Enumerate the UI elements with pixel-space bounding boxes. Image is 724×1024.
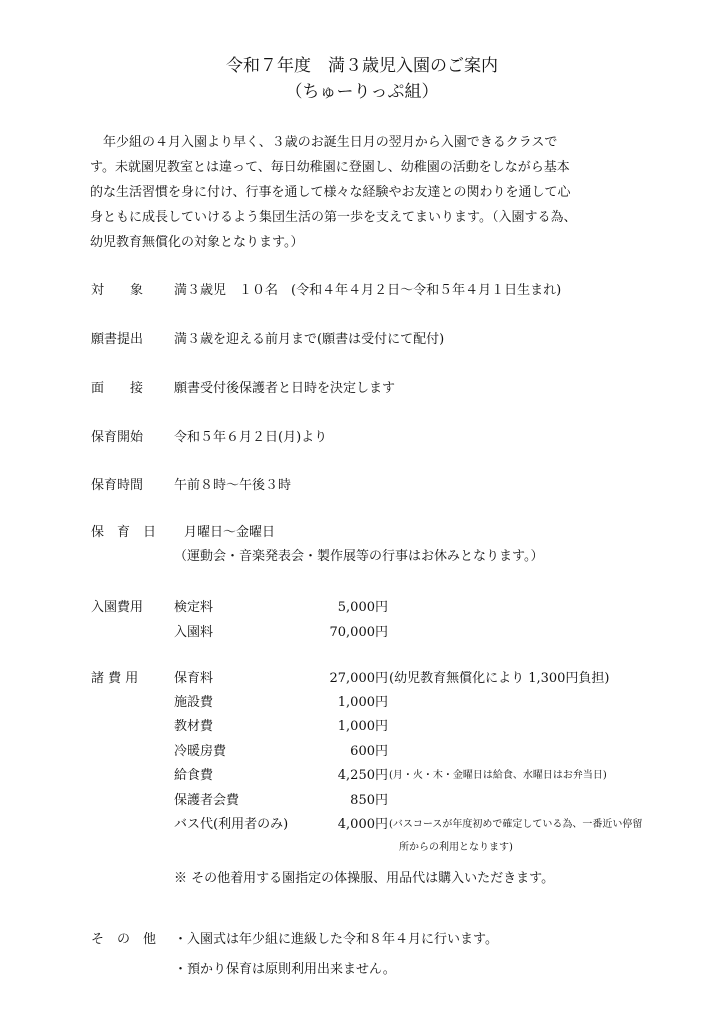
intro-line: す。未就園児教室とは違って、毎日幼稚園に登園し、幼稚園の活動をしながら基本 xyxy=(90,160,570,175)
mensetsu-label: 面 接 xyxy=(91,381,144,396)
fee-amount: 70,000円 xyxy=(329,625,388,640)
intro-line: 幼児教育無償化の対象となります。） xyxy=(90,235,304,250)
intro-paragraph xyxy=(90,130,650,255)
fee-note: (月・火・木・金曜日は給食、水曜日はお弁当日) xyxy=(389,770,607,781)
fee-amount: 4,000円 xyxy=(337,817,388,832)
entry-fees-label: 入園費用 xyxy=(91,600,144,615)
fee-name: 保護者会費 xyxy=(174,793,240,808)
kaishi-value: 令和５年６月２日(月)より xyxy=(174,430,328,445)
intro-line: 年少組の４月入園より早く、３歳のお誕生日月の翌月から入園できるクラスで xyxy=(90,135,558,150)
fee-note: (バスコースが年度初めで確定している為、一番近い停留 xyxy=(389,819,643,830)
intro-line: 身ともに成長していけるよう集団生活の第一歩を支えてまいります。（入園する為、 xyxy=(90,210,577,225)
jikan-value: 午前８時～午後３時 xyxy=(174,478,292,493)
fee-name: 施設費 xyxy=(174,695,214,710)
fee-name: 給食費 xyxy=(174,768,214,783)
hoikubi-note: （運動会・音楽発表会・製作展等の行事はお休みとなります。） xyxy=(174,549,544,564)
fee-name: 保育料 xyxy=(174,671,214,686)
hoikubi-label: 保 育 日 xyxy=(91,525,157,540)
fee-amount: 4,250円 xyxy=(337,768,388,783)
document-title: 令和７年度 満３歳児入園のご案内 xyxy=(226,56,498,76)
fee-note: (幼児教育無償化により 1,300円負担) xyxy=(389,671,610,686)
misc-fees-label: 諸 費 用 xyxy=(91,671,139,686)
taisho-value: 満３歳児 １０名 (令和４年４月２日～令和５年４月１日生まれ) xyxy=(174,283,562,298)
fee-amount: 600円 xyxy=(350,744,388,759)
fee-name: 入園料 xyxy=(174,625,214,640)
other-line: ・入園式は年少組に進級した令和８年４月に行います。 xyxy=(174,932,498,947)
kaishi-label: 保育開始 xyxy=(91,430,144,445)
document-subtitle: （ちゅーりっぷ組） xyxy=(285,82,439,102)
gansho-value: 満３歳を迎える前月まで(願書は受付にて配付) xyxy=(174,332,445,347)
fees-remark: ※ その他着用する園指定の体操服、用品代は購入いただきます。 xyxy=(174,871,555,886)
fee-name: 教材費 xyxy=(174,719,214,734)
fee-name: バス代(利用者のみ) xyxy=(174,817,289,832)
intro-line: 的な生活習慣を身に付け、行事を通して様々な経験やお友達との関わりを通して心 xyxy=(90,185,571,200)
fee-name: 冷暖房費 xyxy=(174,744,227,759)
fee-amount: 5,000円 xyxy=(337,600,388,615)
taisho-label: 対 象 xyxy=(91,283,144,298)
fee-amount: 1,000円 xyxy=(337,695,388,710)
fee-amount: 1,000円 xyxy=(337,719,388,734)
fee-name: 検定料 xyxy=(174,600,214,615)
mensetsu-value: 願書受付後保護者と日時を決定します xyxy=(174,381,396,396)
fee-note: 所からの利用となります) xyxy=(399,842,513,853)
other-line: ・預かり保育は原則利用出来ません。 xyxy=(174,962,396,977)
jikan-label: 保育時間 xyxy=(91,478,144,493)
fee-amount: 850円 xyxy=(350,793,388,808)
hoikubi-value: 月曜日～金曜日 xyxy=(184,525,276,540)
gansho-label: 願書提出 xyxy=(91,332,144,347)
fee-amount: 27,000円 xyxy=(329,671,388,686)
other-label: そ の 他 xyxy=(91,932,157,947)
